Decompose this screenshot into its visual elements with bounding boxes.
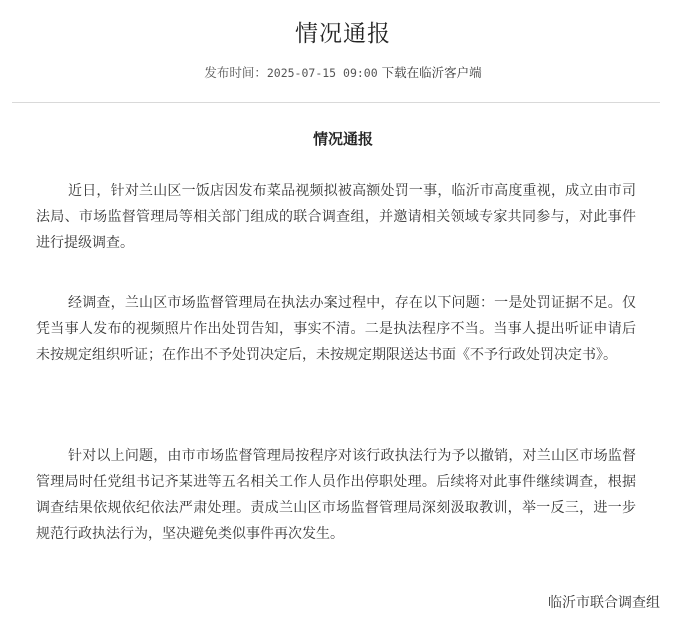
download-app-link[interactable]: 下载在临沂客户端 xyxy=(381,65,482,80)
publish-meta xyxy=(0,64,686,82)
publish-time-label: 发布时间： xyxy=(204,65,267,80)
publish-time-value: 2025-07-15 09:00 xyxy=(266,66,378,80)
body-paragraph-1: 近日，针对兰山区一饭店因发布菜品视频拟被高额处罚一事，临沂市高度重视，成立由市司法局、市场监督管理局等相关部门组成的联合调查组，并邀请相关领域专家共同参与，对此事件进行提级调查。 xyxy=(36,183,636,251)
document-heading: 情况通报 xyxy=(312,130,373,148)
body-paragraph-2: 经调查，兰山区市场监督管理局在执法办案过程中，存在以下问题：一是处罚证据不足。仅凭当事人发布的视频照片作出处罚告知，事实不清。二是执法程序不当。当事人提出听证申请后未按规定组织听证；在作出不予处罚决定后，未按规定期限送达书面《不予行政处罚决定书》。 xyxy=(36,295,636,363)
header-divider xyxy=(12,102,660,103)
body-paragraph-3: 针对以上问题，由市市场监督管理局按程序对该行政执法行为予以撤销，对兰山区市场监督管理局时任党组书记齐某进等五名相关工作人员作出停职处理。后续将对此事件继续调查，根据调查结果依规依纪依法严肃处理。责成兰山区市场监督管理局深刻汲取教训，举一反三，进一步规范行政执法行为，坚决避免类似事件再次发生。 xyxy=(36,448,636,542)
issuer-signature: 临沂市联合调查组 xyxy=(548,595,660,611)
page-title: 情况通报 xyxy=(295,21,391,47)
